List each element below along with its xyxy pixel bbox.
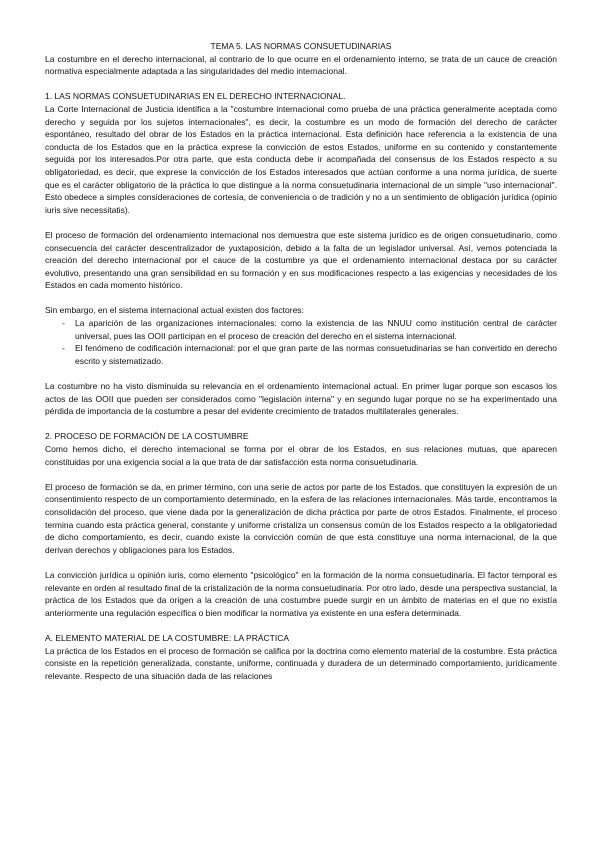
section-1-paragraph-4: La costumbre no ha visto disminuida su relevancia en el ordenamiento internacional actual. En primer lugar porque son escasos los actos de las OOII que pueden ser considerados como "legislación interna" y en segundo lugar porque no se ha experimentado una pérdida de importancia de la costumbre a pesar del evidente crecimiento de tratados multilaterales generales. — [45, 381, 557, 417]
section-1-paragraph-3: Sin embargo, en el sistema internacional actual existen dos factores: — [45, 305, 304, 316]
section-1-heading: 1. LAS NORMAS CONSUETUDINARIAS EN EL DERECHO INTERNACIONAL. — [45, 91, 346, 102]
list-item-text: El fenómeno de codificación internacional: por el que gran parte de las normas consuetudinarias se han convertido en derecho escrito y sistematizado. — [75, 343, 557, 366]
spacer — [45, 292, 557, 305]
document-page — [45, 40, 557, 682]
spacer — [45, 468, 557, 481]
list-item-text: La aparición de las organizaciones internacionales: como la existencia de las NNUU como institución central de carácter universal, pues las OOII participan en el proceso de creación del derecho en el sistema internacional. — [75, 318, 557, 341]
section-2-heading: 2. PROCESO DE FORMACIÓN DE LA COSTUMBRE — [45, 431, 249, 442]
factors-list — [45, 317, 557, 367]
list-item — [62, 342, 557, 367]
section-a-paragraph-1: La práctica de los Estados en el proceso de formación se califica por la doctrina como elemento material de la costumbre. Esta práctica consiste en la repetición generalizada, constante, uniforme, continuada y duradera de un determinado comportamiento, jurídicamente relevante. Respecto de una situación dada de las relaciones — [45, 645, 557, 681]
bullet-dash: - — [62, 343, 65, 354]
spacer — [45, 418, 557, 431]
document-title: TEMA 5. LAS NORMAS CONSUETUDINARIAS — [210, 41, 392, 51]
spacer — [45, 556, 557, 569]
spacer — [45, 216, 557, 229]
spacer — [45, 367, 557, 380]
bullet-dash: - — [62, 318, 65, 329]
section-1-paragraph-1: La Corte Internacional de Justicia identifica a la "costumbre internacional como prueba de una práctica generalmente aceptada como derecho y seguida por los sujetos internacionales", es decir, la costumbre es un modo de formación del derecho de carácter espontáneo, resultado del obrar de los Estados en la práctica internacional. Esta definición hace referencia a la existencia de una conducta de los Estados que en la práctica exprese la convicción de estos Estados, uniforme en su contenido y constantemente seguida por los interesados.Por otra parte, que esta conducta debe ir acompañada del consensus de los Estados respecto a su obligatoriedad, es decir, que exprese la convicción de los Estados interesados que actúan conforme a una norma jurídica, de suerte que es el carácter obligatorio de la práctica lo que distingue a la norma consuetudinaria internacional de un simple "uso internacional". Esto obedece a simples consideraciones de cortesía, de conveniencia o de tradición y no a un sentimiento de obligación jurídica (opinio iuris sive necessitatis). — [45, 103, 557, 215]
section-2-paragraph-3: La convicción jurídica u opinión iuris, como elemento "psicológico" en la formación de la norma consuetudinaria. El factor temporal es relevante en orden al resultado final de la cristalización de la norma consuetudinaria. Por otro lado, desde una perspectiva sustancial, la práctica de los Estados que da origen a la creación de una costumbre puede surgir en un ámbito de materias en el que no existía anteriormente una regulación específica o bien modificar la normativa ya existente en una esfera determinada. — [45, 569, 557, 618]
spacer — [45, 78, 557, 91]
section-1-paragraph-2: El proceso de formación del ordenamiento internacional nos demuestra que este sistema jurídico es de origen consuetudinario, como consecuencia del carácter descentralizador de yuxtaposición, debido a la falta de un legislador universal. Así, vemos potenciada la creación del derecho internacional por el cauce de la costumbre ya que el ordenamiento internacional destaca por su carácter evolutivo, presentando una gran sensibilidad en su formación y en sus modificaciones respecto a las exigencias y necesidades de los Estados en cada momento histórico. — [45, 229, 557, 291]
section-2-paragraph-1: Como hemos dicho, el derecho internacional se forma por el obrar de los Estados, en sus relaciones mutuas, que aparecen constituidas por una exigencia social a la que trata de dar satisfacción esta norma consuetudinaria. — [45, 444, 557, 467]
intro-paragraph: La costumbre en el derecho internacional, al contrario de lo que ocurre en el ordenamiento interno, se trata de un cauce de creación normativa especialmente adaptada a las singularidades del medio internacional. — [45, 53, 557, 77]
section-a-heading: A. ELEMENTO MATERIAL DE LA COSTUMBRE: LA PRÁCTICA — [45, 632, 290, 643]
section-2-paragraph-2: El proceso de formación se da, en primer término, con una serie de actos por parte de los Estados, que constituyen la expresión de un consentimiento respecto de un comportamiento determinado, en la esfera de las relaciones internacionales. Más tarde, encontramos la consolidación del proceso, que viene dada por la generalización de dicha práctica por parte de otros Estados. Finalmente, el proceso termina cuando esta práctica general, constante y uniforme cristaliza un consensus común de los Estados respecto a la obligatoriedad de dicho comportamiento, es decir, cuando existe la convicción común de que esta constituye una norma internacional, de la que derivan derechos y obligaciones para los Estados. — [45, 481, 557, 555]
spacer — [45, 619, 557, 632]
list-item — [62, 317, 557, 342]
